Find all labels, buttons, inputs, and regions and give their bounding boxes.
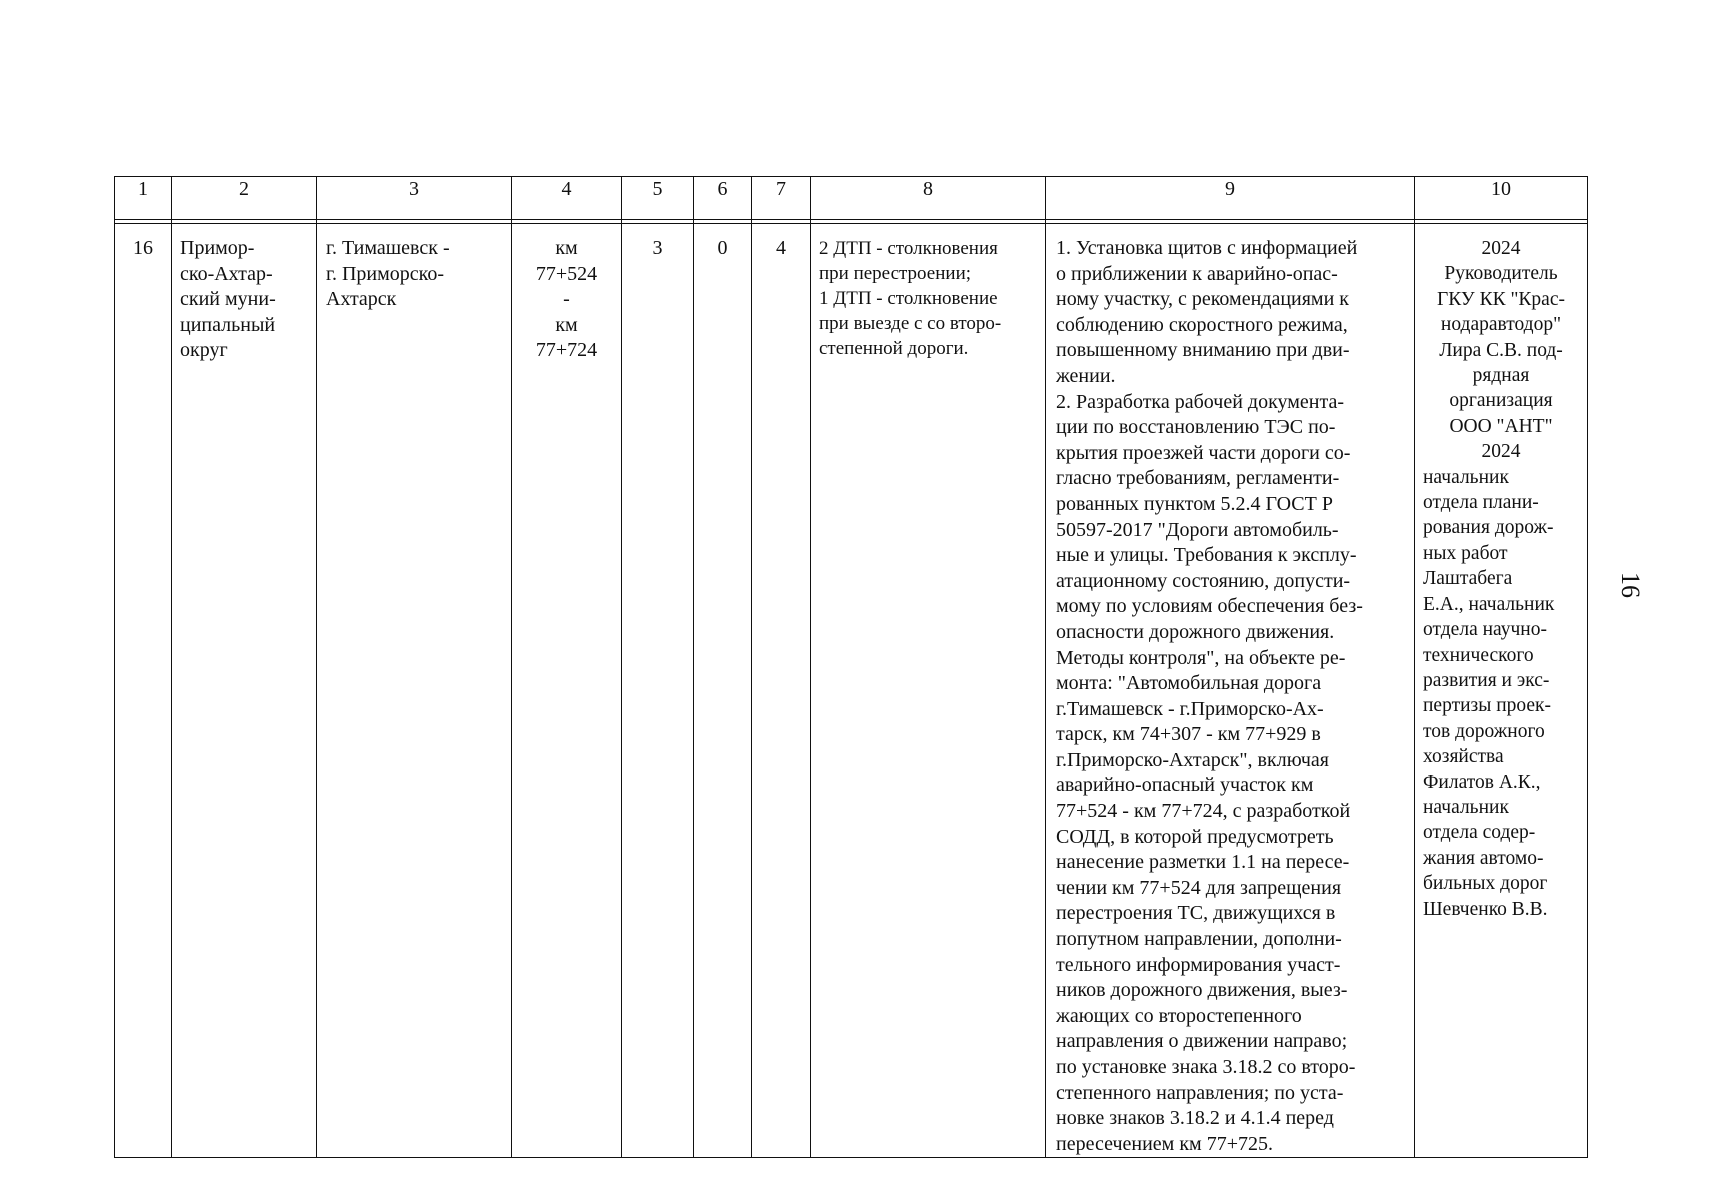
header-cell: 3 [317,177,512,220]
text-line: ципальный [180,313,276,336]
text-line: Методы контроля", на объекте ре- [1056,646,1346,669]
col5-cell: 3 [622,224,694,1158]
text-line: округ [180,339,228,361]
text-line: ГКУ КК "Крас- [1437,288,1565,310]
text-line: Шевченко В.В. [1423,898,1548,920]
text-line: ные и улицы. Требования к эксплу- [1056,544,1357,567]
text-line: жающих со второстепенного [1056,1004,1302,1027]
header-cell: 9 [1046,177,1415,220]
text-line: рования дорож- [1423,517,1554,539]
road-safety-table [114,176,1588,1158]
text-line: хозяйства [1423,746,1504,768]
text-line: Лаштабега [1423,568,1513,590]
text-line: отдела научно- [1423,619,1547,641]
text-line: ООО "АНТ" [1449,415,1553,437]
text-line: СОДД, в которой предусмотреть [1056,825,1334,848]
text-line: км [555,313,578,336]
text-line: начальник [1423,796,1509,818]
text-line: жении. [1056,364,1116,387]
text-line: ных работ [1423,542,1508,564]
text-line: по установке знака 3.18.2 со второ- [1056,1056,1356,1078]
text-line: жания автомо- [1423,847,1544,869]
text-line: 77+524 - км 77+724, с разработкой [1056,800,1351,823]
text-line: степенного направления; по уста- [1056,1081,1344,1104]
text-line: нодаравтодор" [1440,314,1562,336]
text-line: пересечением км 77+725. [1056,1132,1273,1155]
text-line: 1 ДТП - столкновение [819,288,998,309]
text-line: км [555,237,578,259]
text-line: монта: "Автомобильная дорога [1056,672,1322,695]
text-line: аварийно-опасный участок км [1056,774,1314,797]
text-line: нанесение разметки 1.1 на пересе- [1056,851,1350,874]
header-cell: 5 [622,177,694,220]
text-line: г.Тимашевск - г.Приморско-Ах- [1056,697,1324,720]
text-line: соблюдению скоростного режима, [1056,313,1348,336]
text-line: ский муни- [180,288,276,310]
text-line: чении км 77+524 для запрещения [1056,876,1342,899]
text-line: опасности дорожного движения. [1056,620,1335,643]
text-line: перестроения ТС, движущихся в [1056,902,1336,925]
text-line: степенной дороги. [819,338,969,359]
text-line: рованных пунктом 5.2.4 ГОСТ Р [1056,492,1333,515]
text-line: 50597-2017 "Дороги автомобиль- [1056,518,1339,541]
text-line: ному участку, с рекомендациями к [1056,288,1350,311]
text-line: рядная [1472,365,1530,387]
km-cell [512,224,622,1158]
text-line: мому по условиям обеспечения без- [1056,595,1363,618]
header-cell: 8 [811,177,1046,220]
text-line: повышенному вниманию при дви- [1056,339,1350,362]
text-line: тарск, км 74+307 - км 77+929 в [1056,723,1321,746]
text-line: при выезде с со второ- [819,313,1002,334]
text-line: отдела плани- [1423,492,1539,514]
text-line: Руководитель [1444,263,1558,285]
text-line: Лира С.В. под- [1439,339,1563,361]
text-line: крытия проезжей части дороги со- [1056,441,1351,464]
text-line: попутном направлении, дополни- [1056,928,1342,951]
text-line: направления о движении направо; [1056,1030,1348,1053]
page-number: 16 [1616,572,1645,598]
header-row [115,177,1588,220]
col7-cell: 4 [752,224,811,1158]
text-line: Примор- [180,237,255,259]
text-line: тельного информирования участ- [1056,953,1341,976]
text-line: 2 ДТП - столкновения [819,238,998,259]
header-cell: 1 [115,177,172,220]
accidents-cell [811,224,1046,1158]
text-line: атационному состоянию, допусти- [1056,569,1351,592]
text-line: г. Приморско- [326,262,444,285]
text-line: развития и экс- [1423,669,1550,691]
text-line: 77+724 [535,339,598,361]
text-line: начальник [1423,466,1509,488]
text-line: ции по восстановлению ТЭС по- [1056,416,1336,439]
text-line: бильных дорог [1423,873,1548,895]
table-row [115,224,1588,1158]
header-cell: 4 [512,177,622,220]
text-line: г.Приморско-Ахтарск", включая [1056,748,1330,771]
text-line: отдела содер- [1423,822,1536,844]
col6-cell: 0 [694,224,752,1158]
text-line: 2. Разработка рабочей документа- [1056,390,1344,413]
text-line: пертизы проек- [1423,695,1552,717]
header-cell: 6 [694,177,752,220]
text-line: 77+524 [535,262,598,285]
header-cell: 2 [172,177,317,220]
header-cell: 7 [752,177,811,220]
row-number: 16 [115,224,172,1158]
text-line: организация [1449,390,1553,412]
text-line: новке знаков 3.18.2 и 4.1.4 перед [1056,1107,1334,1130]
text-line: ников дорожного движения, выез- [1056,979,1348,1002]
text-line: ско-Ахтар- [180,262,273,285]
text-line: - [563,288,570,310]
responsible-cell [1415,224,1588,1158]
text-line: 2024 [1481,441,1521,463]
text-line: тов дорожного [1423,720,1545,742]
text-line: Филатов А.К., [1423,771,1541,793]
text-line: 2024 [1481,238,1521,259]
road-cell [317,224,512,1158]
measures-cell [1046,224,1415,1158]
text-line: Е.А., начальник [1423,593,1555,615]
header-cell: 10 [1415,177,1588,220]
text-line: при перестроении; [819,263,972,284]
text-line: г. Тимашевск - [326,237,450,259]
text-line: технического [1423,644,1534,666]
text-line: Ахтарск [326,288,397,310]
text-line: гласно требованиям, регламенти- [1056,467,1340,490]
municipality-cell [172,224,317,1158]
text-line: о приближении к аварийно-опас- [1056,262,1338,285]
text-line: 1. Установка щитов с информацией [1056,237,1358,259]
